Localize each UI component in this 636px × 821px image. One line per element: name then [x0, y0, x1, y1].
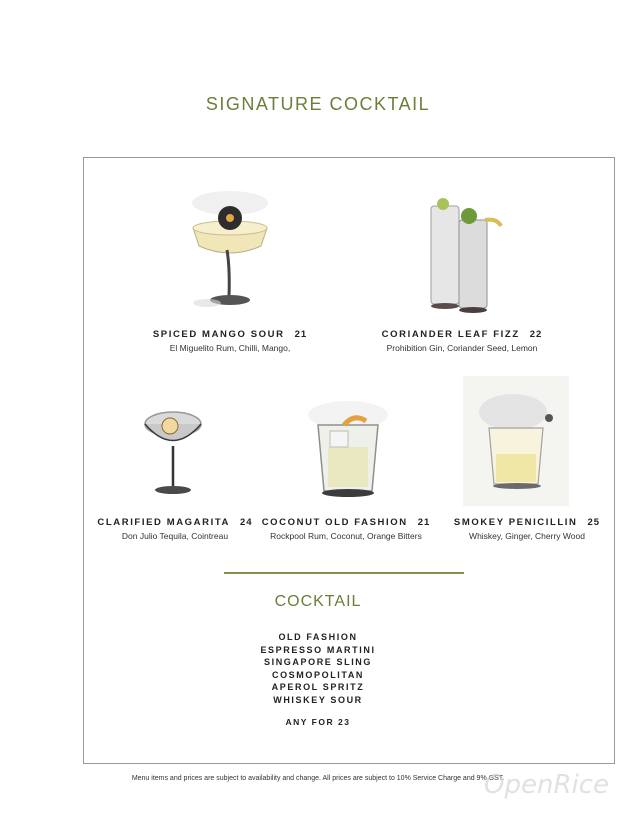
section-divider	[224, 572, 464, 574]
item-price: 22	[529, 329, 543, 340]
item-description: Whiskey, Ginger, Cherry Wood	[469, 531, 585, 541]
list-item: OLD FASHION	[278, 632, 358, 642]
item-name: COCONUT OLD FASHION	[261, 517, 408, 528]
item-description: Don Julio Tequila, Cointreau	[121, 531, 229, 541]
item-description: Prohibition Gin, Coriander Seed, Lemon	[386, 343, 538, 353]
item-price: 25	[587, 517, 601, 528]
coriander-leaf-fizz-illustration	[415, 190, 507, 320]
page-title: SIGNATURE COCKTAIL	[205, 94, 431, 114]
item-name: CLARIFIED MAGARITA	[97, 517, 230, 528]
classic-cocktail-list	[0, 631, 636, 707]
menu-item	[260, 517, 432, 541]
item-name: SMOKEY PENICILLIN	[453, 517, 578, 528]
list-item: COSMOPOLITAN	[271, 669, 365, 680]
watermark-logo: OpenRice	[484, 770, 610, 800]
menu-item	[130, 329, 330, 353]
classic-price-note: ANY FOR 23	[285, 717, 351, 727]
spiced-mango-sour-illustration	[185, 188, 275, 313]
item-price: 24	[240, 517, 253, 528]
clarified-magarita-illustration	[140, 402, 206, 502]
smokey-penicillin-illustration	[463, 376, 569, 506]
list-item: APEROL SPRITZ	[271, 682, 365, 693]
menu-item	[95, 517, 255, 541]
list-item: ESPRESSO MARTINI	[260, 644, 376, 655]
item-name: SPICED MANGO SOUR	[152, 329, 285, 340]
item-description: El Miguelito Rum, Chilli, Mango,	[169, 343, 291, 353]
list-item: WHISKEY SOUR	[273, 694, 363, 705]
footnote: Menu items and prices are subject to availability and change. All prices are subject to 10% Service Charge and 9% GST.	[131, 775, 505, 782]
menu-item	[362, 329, 562, 353]
item-description: Rockpool Rum, Coconut, Orange Bitters	[270, 531, 422, 541]
coconut-old-fashion-illustration	[300, 395, 395, 505]
item-price: 21	[417, 517, 431, 528]
item-name: CORIANDER LEAF FIZZ	[381, 329, 520, 340]
list-item: SINGAPORE SLING	[263, 657, 372, 668]
item-price: 21	[294, 329, 308, 340]
menu-item	[445, 517, 609, 541]
section-title: COCKTAIL	[274, 593, 362, 610]
